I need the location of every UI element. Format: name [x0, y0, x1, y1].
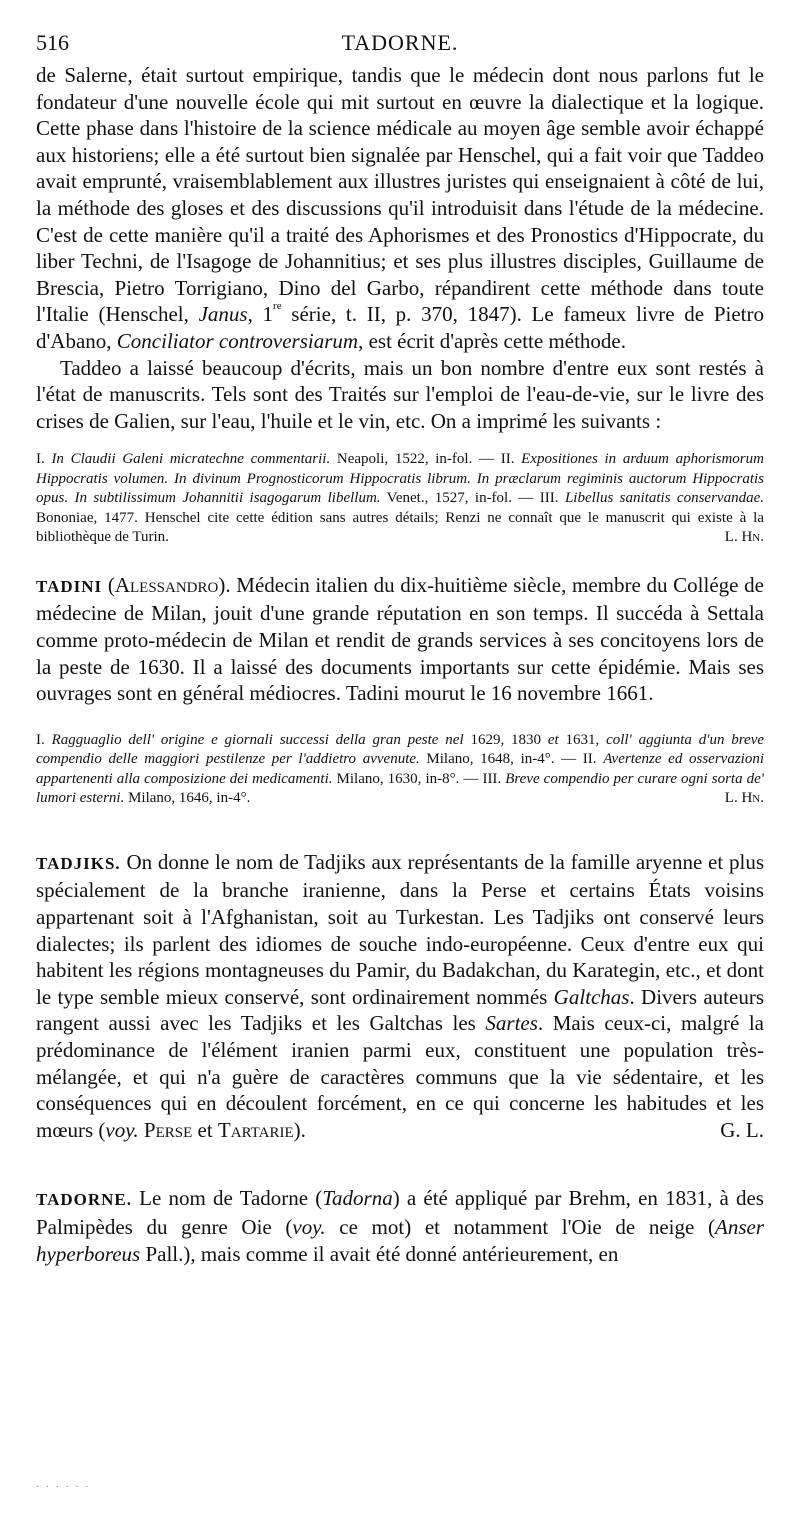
entry-tadjiks: TADJIKS. On donne le nom de Tadjiks aux représentants de la famille aryenne et plus spécialement de la branche iranienne, dans la Perse et certains États voisins appartenant soit à l'Afghanistan, soit au Turkestan. Les Tadjiks ont conservé leurs dialectes; ils parlent des idiomes de souche indo-européenne. Ceux d'entre eux qui habitent les régions montagneuses du Pamir, du Badakchan, du Karategin, etc., et dont le type semble mieux conservé, sont ordinairement nommés Galtchas. Divers auteurs rangent aussi avec les Tadjiks et les Galtchas les Sartes. Mais ceux-ci, malgré la prédominance de l'élément iranien parmi eux, constituent une population très-mélangée, et qui n'a guère de caractères communs que la vie sédentaire, et les conséquences qui en découlent forcément, en ce qui concerne les habitudes et les mœurs (voy. Perse et Tartarie). G. L.: [36, 849, 764, 1142]
author-signature: L. Hn.: [724, 790, 764, 807]
entry-tadorne: TADORNE. Le nom de Tadorne (Tadorna) a été appliqué par Brehm, en 1831, à des Palmipèdes du genre Oie (voy. ce mot) et notamment l'Oie de neige (Anser hyperboreus Pall.), mais comme il avait été donné antérieurement, en: [36, 1186, 764, 1266]
taddeo-writings-paragraph: Taddeo a laissé beaucoup d'écrits, mais un bon nombre d'entre eux sont restés à l'état de manuscrits. Tels sont des Traités sur l'emploi de l'eau-de-vie, sur le livre des crises de Galien, sur l'eau, l'huile et le vin, etc. On a imprimé les suivants :: [36, 355, 764, 433]
scan-noise: · · · · · ·: [36, 1482, 91, 1493]
conciliator-title: Conciliator controversiarum: [116, 328, 359, 353]
taddeo-continuation-paragraph: de Salerne, était surtout empirique, tandis que le médecin dont nous parlons fut le fondateur d'une nouvelle école qui mit surtout en œuvre la dialectique et la logique. Cette phase dans l'histoire de la science médicale au moyen âge semble avoir échappé aux historiens; elle a été surtout bien signalée par Henschel, qui a fait voir que Taddeo avait emprunté, vraisemblablement aux illustres juristes qui enseignaient à côté de lui, la méthode des gloses et des discussions qu'il introduisit dans l'étude de la médecine. C'est de cette manière qu'il a traité des Aphorismes et des Pronostics d'Hippocrate, du liber Techni, de l'Isagoge de Johannitius; et ses plus illustres disciples, Guillaume de Brescia, Pietro Torrigiano, Dino del Garbo, répandirent cette méthode dans toute l'Italie (Henschel, Janus, 1re série, t. II, p. 370, 1847). Le fameux livre de Pietro d'Abano, Conciliator controversiarum, est écrit d'après cette méthode.: [36, 63, 765, 353]
cross-ref-perse: Perse: [143, 1117, 193, 1142]
entry-tadini: TADINI (Alessandro). Médecin italien du dix-huitième siècle, membre du Collége de médecine de Milan, jouit d'une grande réputation en son temps. Il succéda à Settala comme proto-médecin de Milan et rendit de grands services à ses concitoyens lors de la peste de 1630. Il a laissé des documents importants sur cette épidémie. Mais ses ouvrages sont en général médiocres. Tadini mourut le 16 novembre 1661.: [36, 572, 764, 706]
tadini-bibliography: I. Ragguaglio dell' origine e giornali successi della gran peste nel 1629, 1830 et 1631, coll' aggiunta d'un breve compendio delle maggiori pestilenze per l'addietro avvenute. Milano, 1648, in-4°. — II. Avertenze ed osservazioni appartenenti alla composizione dei medicamenti. Milano, 1630, in-8°. — III. Breve compendio per curare ogni sorta de' lumori esterni. Milano, 1646, in-4°. L. Hn.: [36, 731, 764, 809]
running-head: [36, 30, 764, 60]
page-number: 516: [36, 30, 69, 55]
cross-ref-tartarie: Tartarie: [217, 1117, 294, 1142]
headword-tadini: TADINI: [36, 576, 103, 596]
taddeo-bibliography: I. In Claudii Galeni micratechne commentarii. Neapoli, 1522, in-fol. — II. Expositiones in arduum aphorismorum Hippocratis volumen. In divinum Prognosticorum Hippocratis librum. In præclarum regiminis auctorum Hippocratis opus. In subtilissimum Johannitii isagogarum libellum. Venet., 1527, in-fol. — III. Libellus sanitatis conservandae. Bononiae, 1477. Henschel cite cette édition sans autres détails; Renzi ne connaît que le manuscrit qui existe à la bibliothèque de Turin. L. Hn.: [36, 450, 764, 548]
running-title: TADORNE.: [341, 30, 459, 55]
headword-tadorne: TADORNE.: [36, 1190, 132, 1210]
janus-title: Janus: [198, 302, 248, 327]
headword-tadjiks: TADJIKS.: [36, 853, 121, 873]
page-content: [36, 62, 764, 1267]
author-signature: L. Hn.: [724, 529, 764, 546]
author-signature: G. L.: [720, 1117, 764, 1142]
